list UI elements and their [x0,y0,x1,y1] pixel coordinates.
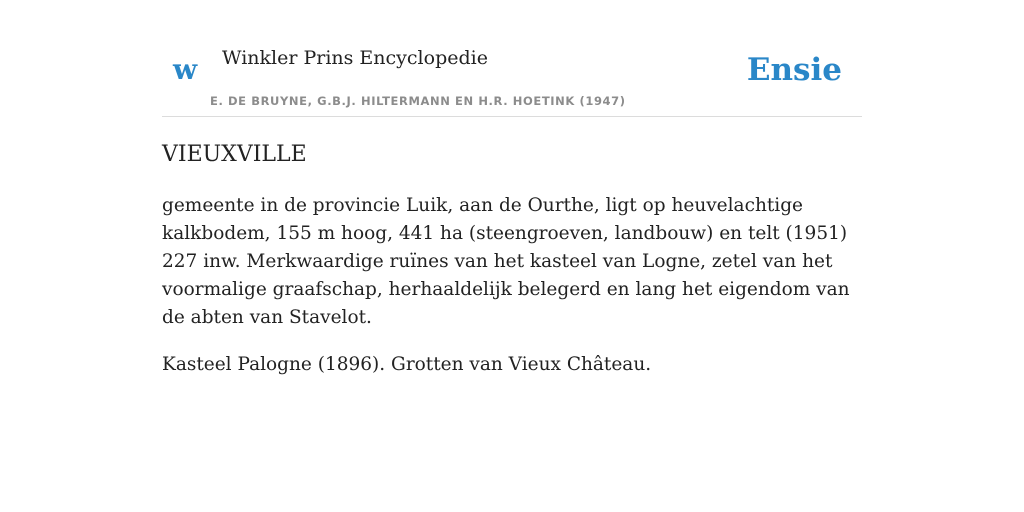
publication-header [162,0,862,117]
article-paragraph: Kasteel Palogne (1896). Grotten van Vieux Château. [162,354,652,375]
ensie-brand-logo[interactable]: Ensie [746,52,842,88]
publication-authors: E. DE BRUYNE, G.B.J. HILTERMANN EN H.R. HOETINK (1947) [210,94,626,108]
article-paragraph: gemeente in de provincie Luik, aan de Ourthe, ligt op heuvelachtige kalkbodem, 155 m hoog, 441 ha (steengroeven, landbouw) en telt (1951) 227 inw. Merkwaardige ruïnes van het kasteel van Logne, zetel van het voormalige graafschap, herhaaldelijk belegerd en lang het eigendom van de abten van Stavelot. [162,195,850,328]
article-body [162,138,862,379]
publication-title-link[interactable]: Winkler Prins Encyclopedie [222,47,488,69]
article-headword: VIEUXVILLE [162,142,307,167]
publication-logo[interactable]: w [173,53,198,86]
